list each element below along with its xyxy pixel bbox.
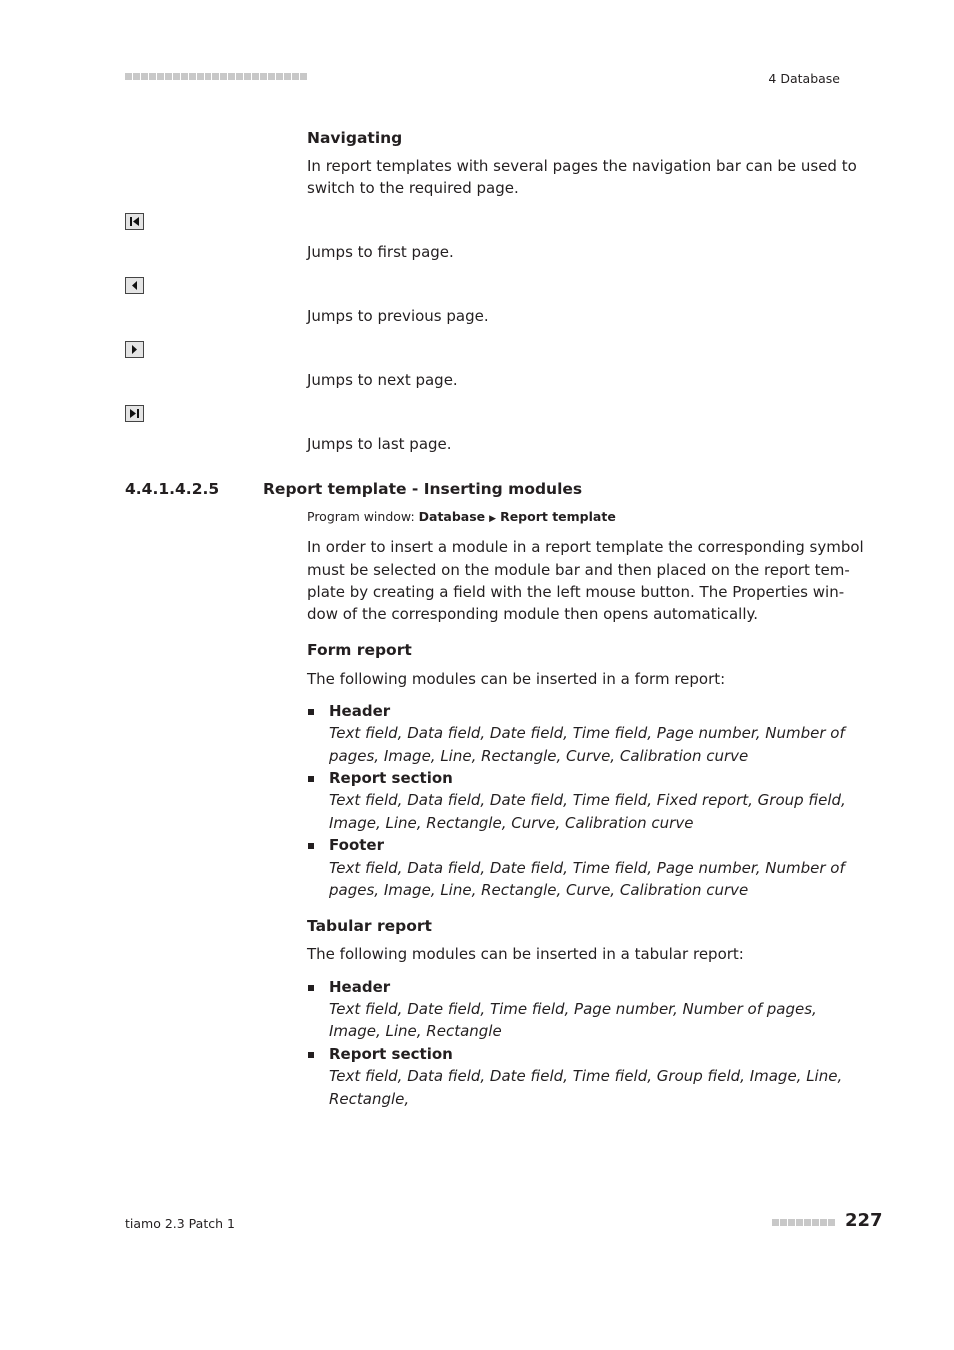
- program-window-path: [307, 509, 616, 524]
- form-header-modules-line-2: pages, Image, Line, Rectangle, Curve, Calibration curve: [329, 747, 749, 765]
- form-report-intro: The following modules can be inserted in a form report:: [307, 670, 726, 688]
- bullet-icon: [308, 985, 314, 991]
- last-page-icon[interactable]: [125, 405, 144, 422]
- bullet-icon: [308, 776, 314, 782]
- tabular-header-title: Header: [329, 978, 391, 996]
- first-page-description: Jumps to first page.: [307, 243, 454, 261]
- section-paragraph-line-2: must be selected on the module bar and then placed on the report tem-: [307, 561, 850, 579]
- bullet-icon: [308, 843, 314, 849]
- form-report-section-modules-line-1: Text field, Data field, Date field, Time field, Fixed report, Group field,: [329, 791, 846, 809]
- form-header-modules-line-1: Text field, Data field, Date field, Time field, Page number, Number of: [329, 724, 845, 742]
- section-paragraph-line-1: In order to insert a module in a report template the corresponding symbol: [307, 538, 864, 556]
- navigating-intro-line-2: switch to the required page.: [307, 179, 519, 197]
- header-decoration: [125, 73, 307, 81]
- form-footer-modules-line-2: pages, Image, Line, Rectangle, Curve, Calibration curve: [329, 881, 749, 899]
- footer-product: tiamo 2.3 Patch 1: [125, 1216, 235, 1231]
- next-page-icon[interactable]: [125, 341, 144, 358]
- navigating-heading: Navigating: [307, 129, 403, 147]
- tabular-header-modules-line-2: Image, Line, Rectangle: [329, 1022, 502, 1040]
- section-paragraph-line-3: plate by creating a field with the left mouse button. The Properties win-: [307, 583, 845, 601]
- tabular-report-section-title: Report section: [329, 1045, 453, 1063]
- form-footer-title: Footer: [329, 836, 384, 854]
- form-report-heading: Form report: [307, 641, 412, 659]
- section-paragraph-line-4: dow of the corresponding module then opens automatically.: [307, 605, 759, 623]
- form-report-section-title: Report section: [329, 769, 453, 787]
- tabular-report-intro: The following modules can be inserted in a tabular report:: [307, 945, 744, 963]
- tabular-report-heading: Tabular report: [307, 917, 432, 935]
- path-report-template: Report template: [500, 509, 616, 524]
- chapter-title: 4 Database: [768, 71, 840, 86]
- tabular-report-section-modules-line-2: Rectangle,: [329, 1090, 410, 1108]
- previous-page-icon[interactable]: [125, 277, 144, 294]
- bullet-icon: [308, 1052, 314, 1058]
- first-page-icon[interactable]: [125, 213, 144, 230]
- form-header-title: Header: [329, 702, 391, 720]
- next-page-description: Jumps to next page.: [307, 371, 458, 389]
- section-title: Report template - Inserting modules: [263, 480, 583, 498]
- path-separator-icon: ▶: [489, 514, 497, 524]
- footer-decoration: [772, 1219, 835, 1226]
- form-footer-modules-line-1: Text field, Data field, Date field, Time field, Page number, Number of: [329, 859, 845, 877]
- last-page-description: Jumps to last page.: [307, 435, 452, 453]
- path-database: Database: [418, 509, 486, 524]
- page-number: 227: [845, 1210, 883, 1231]
- bullet-icon: [308, 709, 314, 715]
- previous-page-description: Jumps to previous page.: [307, 307, 489, 325]
- form-report-section-modules-line-2: Image, Line, Rectangle, Curve, Calibration curve: [329, 814, 694, 832]
- navigating-intro-line-1: In report templates with several pages the navigation bar can be used to: [307, 157, 857, 175]
- path-prefix: Program window:: [307, 509, 419, 524]
- section-number: 4.4.1.4.2.5: [125, 480, 220, 498]
- tabular-report-section-modules-line-1: Text field, Data field, Date field, Time field, Group field, Image, Line,: [329, 1067, 843, 1085]
- tabular-header-modules-line-1: Text field, Date field, Time field, Page number, Number of pages,: [329, 1000, 817, 1018]
